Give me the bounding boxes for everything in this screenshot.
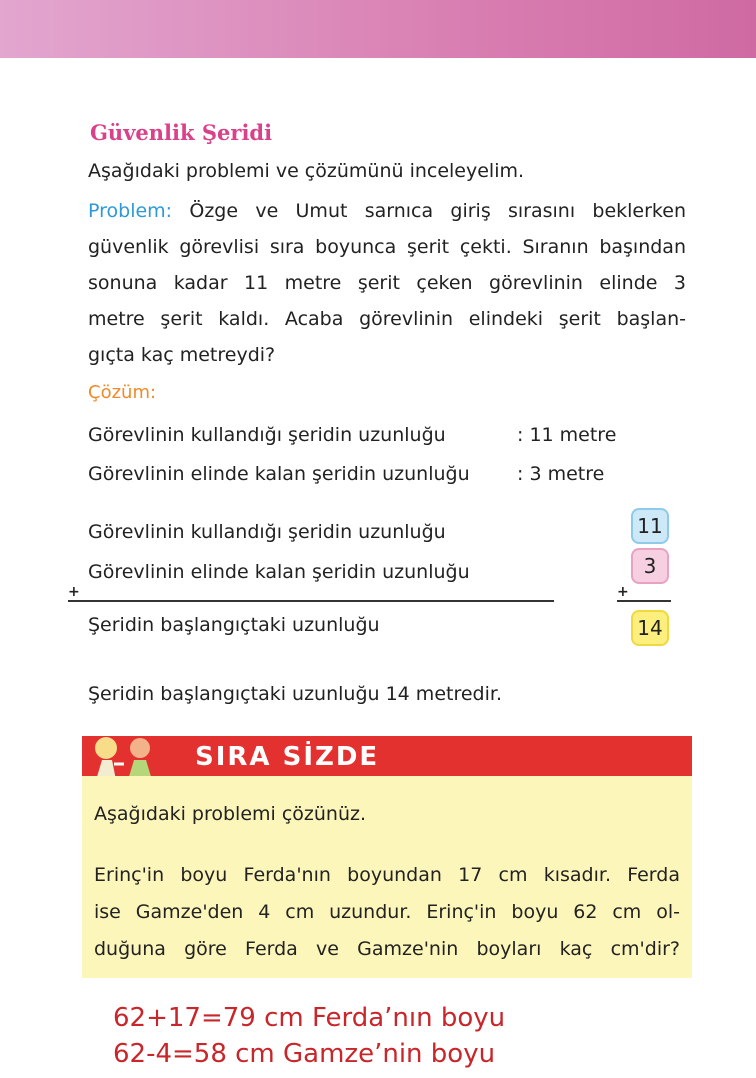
conclusion-text: Şeridin başlangıçtaki uzunluğu 14 metredir. [88,683,502,705]
plus-sign: + [617,584,629,600]
problem-text: Özge ve Umut sarnıca giriş sırasını beklerken [189,200,686,222]
header-bar [0,0,756,58]
children-illustration-icon [88,734,160,780]
exercise-line: Erinç'in boyu Ferda'nın boyundan 17 cm kısadır. Ferda [94,864,680,886]
number-box-14: 14 [631,610,669,646]
given-value: : 11 metre [517,424,617,446]
result-label: Şeridin başlangıçtaki uzunluğu [88,614,380,636]
given-value: : 3 metre [517,463,605,485]
addend-label: Görevlinin kullandığı şeridin uzunluğu [88,521,446,543]
sum-line [68,600,554,602]
given-label: Görevlinin kullandığı şeridin uzunluğu [88,424,446,446]
section-title: Güvenlik Şeridi [90,120,273,145]
problem-line: güvenlik görevlisi sıra boyunca şerit çekti. Sıranın başından [88,236,686,258]
sira-sizde-banner [82,736,692,776]
exercise-line: ise Gamze'den 4 cm uzundur. Erinç'in boyu 62 cm ol- [94,901,680,923]
exercise-line: duğuna göre Ferda ve Gamze'nin boyları kaç cm'dir? [94,938,680,960]
sum-line [617,600,671,602]
number-box-11: 11 [631,508,669,544]
solution-label: Çözüm: [88,382,157,403]
exercise-instruction: Aşağıdaki problemi çözünüz. [94,803,367,825]
number-box-3: 3 [631,548,669,584]
problem-label: Problem: [88,200,173,222]
problem-line: metre şerit kaldı. Acaba görevlinin elindeki şerit başlan- [88,308,686,330]
sira-sizde-title: SIRA SİZDE [195,742,380,772]
plus-sign: + [68,584,80,600]
problem-line: gıçta kaç metreydi? [88,344,276,366]
handwritten-answer: 62-4=58 cm Gamze’nin boyu [113,1039,496,1069]
problem-line: sonuna kadar 11 metre şerit çeken görevlinin elinde 3 [88,272,686,294]
problem-line [88,200,686,222]
intro-text: Aşağıdaki problemi ve çözümünü inceleyelim. [88,160,525,182]
given-label: Görevlinin elinde kalan şeridin uzunluğu [88,463,470,485]
addend-label: Görevlinin elinde kalan şeridin uzunluğu [88,561,470,583]
handwritten-answer: 62+17=79 cm Ferda’nın boyu [113,1003,506,1033]
